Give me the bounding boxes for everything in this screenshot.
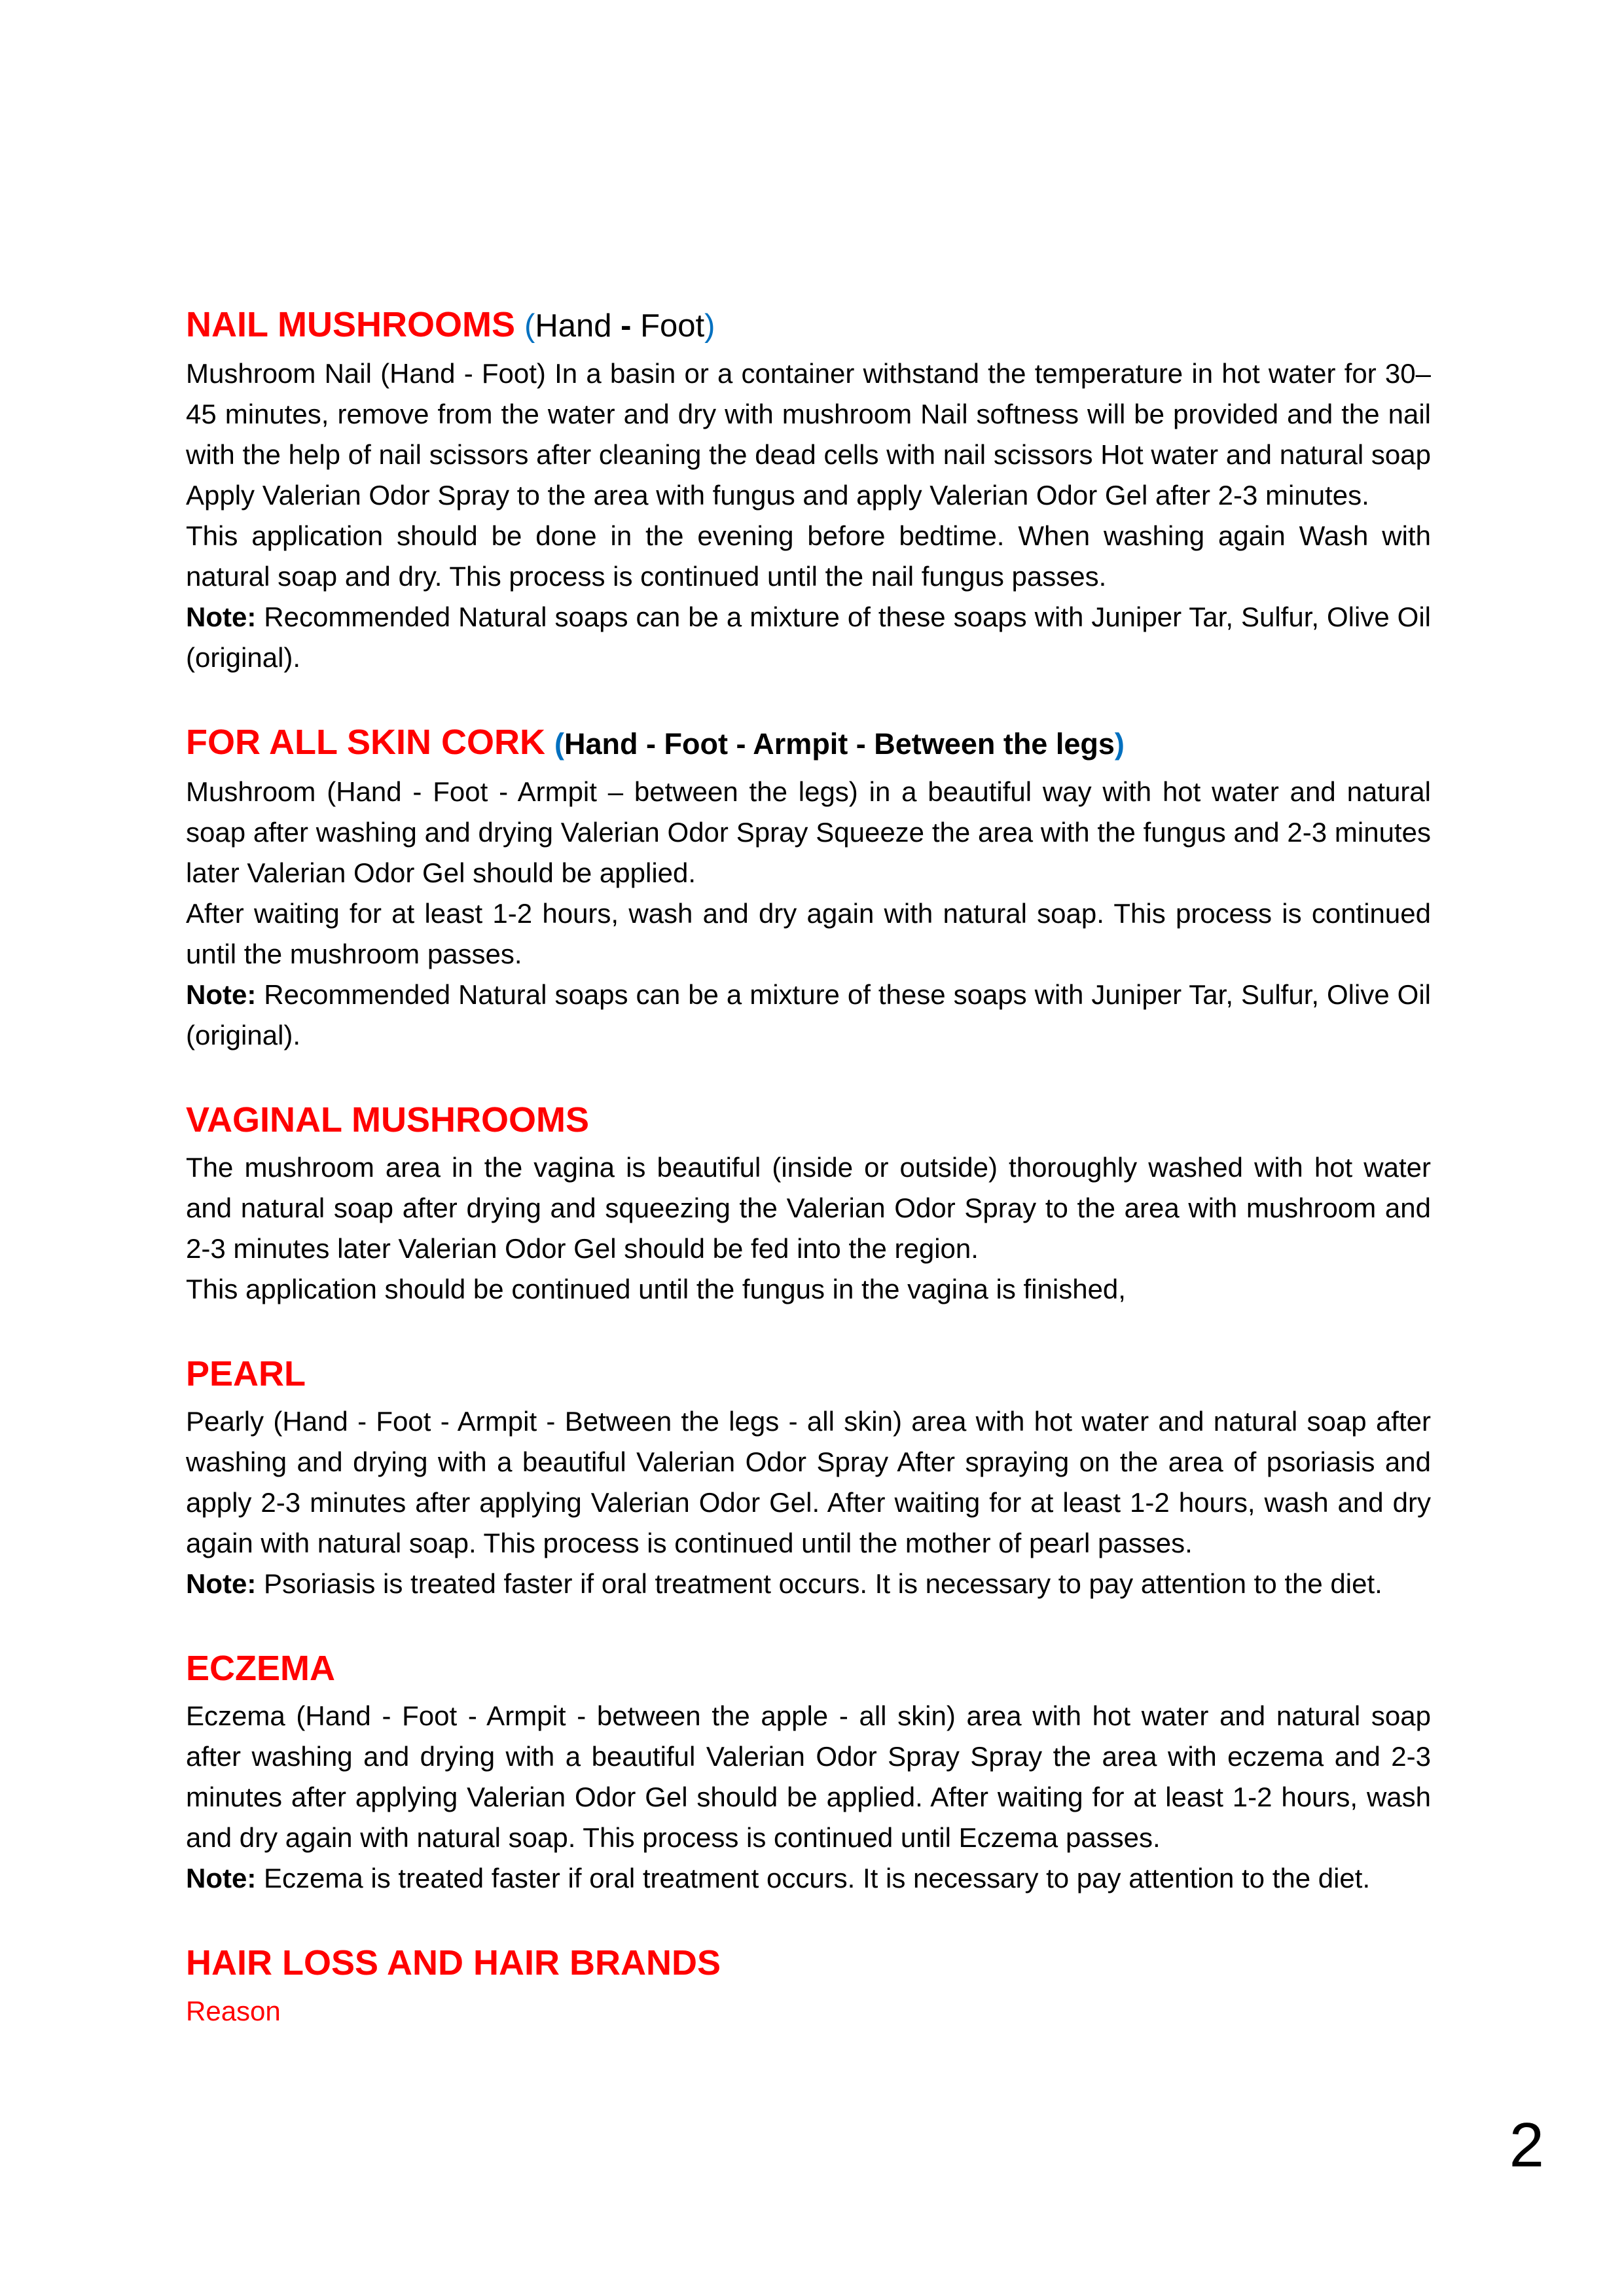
heading-title: PEARL	[186, 1354, 306, 1393]
heading-title: FOR ALL SKIN CORK	[186, 723, 545, 762]
paren-close: )	[704, 308, 715, 344]
section-nail-mushrooms	[186, 302, 1431, 678]
page-number: 2	[1509, 2110, 1544, 2180]
page-content	[186, 302, 1431, 2032]
subtitle-part2: Foot	[640, 308, 705, 344]
subtitle-text: Hand - Foot - Armpit - Between the legs	[564, 727, 1115, 761]
note-label: Note:	[186, 1568, 257, 1599]
heading-title: VAGINAL MUSHROOMS	[186, 1100, 590, 1139]
note-paragraph	[186, 1858, 1431, 1899]
note-text: Psoriasis is treated faster if oral treatment occurs. It is necessary to pay attention to the diet.	[256, 1568, 1382, 1599]
section-heading-hair-loss	[186, 1941, 1431, 1985]
subtitle-part1: Hand	[535, 308, 621, 344]
note-text: Recommended Natural soaps can be a mixture of these soaps with Juniper Tar, Sulfur, Olive Oil (original).	[186, 979, 1431, 1050]
paragraph: Eczema (Hand - Foot - Armpit - between the apple - all skin) area with hot water and natural soap after washing and drying with a beautiful Valerian Odor Spray Spray the area with eczema and 2-3 minutes after applying Valerian Odor Gel should be applied. After waiting for at least 1-2 hours, wash and dry again with natural soap. This process is continued until Eczema passes.	[186, 1700, 1431, 1853]
section-pearl	[186, 1352, 1431, 1604]
paren-open: (	[554, 727, 565, 761]
paragraph: Pearly (Hand - Foot - Armpit - Between the legs - all skin) area with hot water and natural soap after washing and drying with a beautiful Valerian Odor Spray After spraying on the area of psoriasis and apply 2-3 minutes after applying Valerian Odor Gel. After waiting for at least 1-2 hours, wash and dry again with natural soap. This process is continued until the mother of pearl passes.	[186, 1406, 1431, 1558]
section-vaginal-mushrooms	[186, 1098, 1431, 1310]
paragraph: Mushroom (Hand - Foot - Armpit – between the legs) in a beautiful way with hot water and natural soap after washing and drying Valerian Odor Spray Squeeze the area with the fungus and 2-3 minutes later Valerian Odor Gel should be applied.	[186, 776, 1431, 888]
note-paragraph	[186, 597, 1431, 678]
section-eczema	[186, 1646, 1431, 1899]
note-text: Eczema is treated faster if oral treatment occurs. It is necessary to pay attention to the diet.	[256, 1863, 1371, 1893]
paragraph: The mushroom area in the vagina is beautiful (inside or outside) thoroughly washed with hot water and natural soap after drying and squeezing the Valerian Odor Spray to the area with mushroom and 2-3 minutes later Valerian Odor Gel should be fed into the region.	[186, 1152, 1431, 1264]
paragraph: After waiting for at least 1-2 hours, wash and dry again with natural soap. This process is continued until the mushroom passes.	[186, 898, 1431, 969]
heading-title: HAIR LOSS AND HAIR BRANDS	[186, 1943, 721, 1982]
paren-open: (	[524, 308, 535, 344]
note-text: Recommended Natural soaps can be a mixture of these soaps with Juniper Tar, Sulfur, Olive Oil (original).	[186, 601, 1431, 673]
heading-subtitle	[524, 308, 715, 344]
section-heading-pearl	[186, 1352, 1431, 1396]
paragraph: This application should be continued until the fungus in the vagina is finished,	[186, 1274, 1126, 1304]
paren-close: )	[1114, 727, 1125, 761]
note-label: Note:	[186, 979, 257, 1010]
note-paragraph	[186, 975, 1431, 1056]
section-heading-all-skin-cork	[186, 720, 1431, 766]
hair-loss-subheading: Reason	[186, 1996, 281, 2026]
subtitle-dash: -	[621, 308, 641, 344]
section-heading-eczema	[186, 1646, 1431, 1691]
heading-title: NAIL MUSHROOMS	[186, 305, 516, 344]
paragraph: Mushroom Nail (Hand - Foot) In a basin or a container withstand the temperature in hot water for 30–45 minutes, remove from the water and dry with mushroom Nail softness will be provided and the nail with the help of nail scissors after cleaning the dead cells with nail scissors Hot water and natural soap Apply Valerian Odor Spray to the area with fungus and apply Valerian Odor Gel after 2-3 minutes.	[186, 358, 1431, 511]
section-all-skin-cork	[186, 720, 1431, 1056]
note-label: Note:	[186, 1863, 257, 1893]
heading-subtitle	[554, 727, 1125, 761]
section-heading-nail-mushrooms	[186, 302, 1431, 348]
section-heading-vaginal-mushrooms	[186, 1098, 1431, 1142]
note-paragraph	[186, 1564, 1431, 1604]
note-label: Note:	[186, 601, 257, 632]
section-hair-loss	[186, 1941, 1431, 2032]
paragraph: This application should be done in the evening before bedtime. When washing again Wash with natural soap and dry. This process is continued until the nail fungus passes.	[186, 520, 1431, 592]
heading-title: ECZEMA	[186, 1649, 335, 1688]
